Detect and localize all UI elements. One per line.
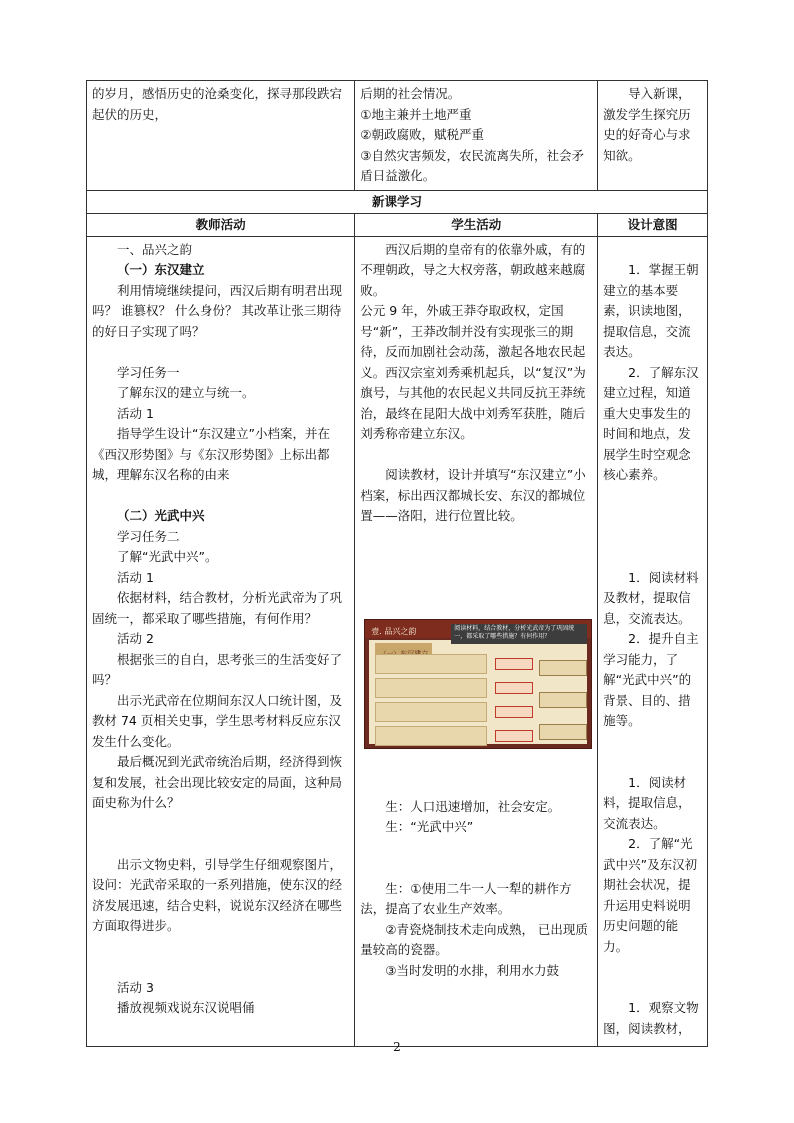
intro-design-text: 导入新课，激发学生探究历史的好奇心与求知欲。: [603, 86, 691, 163]
student-answer: 生：人口迅速增加，社会安定。: [385, 798, 561, 814]
teacher-para: 出示文物史料，引导学生仔细观察图片，设问：光武帝采取的一系列措施，使东汉的经济发展迅速，结合史料，说说东汉经济在哪些方面取得进步。: [92, 856, 343, 933]
design-note: 2．了解东汉建立过程，知道重大史事发生的时间和地点，发展学生时空观念核心素养。: [603, 364, 699, 482]
lesson-plan-page: [86, 80, 708, 1047]
design-note: 1．阅读材料及教材，提取信息，交流表达。: [603, 569, 699, 626]
task-label: 学习任务二: [117, 528, 180, 544]
slide-measure-box: [495, 682, 533, 694]
design-cell: [598, 236, 708, 1046]
header-student: 学生活动: [355, 213, 598, 236]
teacher-para: 出示光武帝在位期间东汉人口统计图，及教材 74 页相关史事，学生思考材料反应东汉发生什么变化。: [92, 692, 343, 749]
design-note: 1．掌握王朝建立的基本要素，识读地图，提取信息，交流表达。: [603, 262, 699, 359]
slide-question: 阅读材料，结合教材，分析光武帝为了巩固统一，都采取了哪些措施？有何作用？: [451, 624, 587, 644]
heading-1b: （二）光武中兴: [117, 508, 205, 523]
design-note: 1．阅读材料，提取信息，交流表达。: [603, 774, 691, 831]
intro-student-cell: [355, 81, 598, 191]
design-note: 2．了解“光武中兴”及东汉初期社会状况，提升运用史料说明历史问题的能力。: [603, 836, 698, 954]
slide-title: 壹. 品兴之韵: [371, 626, 417, 636]
task-desc: 了解东汉的建立与统一。: [117, 385, 255, 400]
lesson-plan-table: [86, 80, 708, 1047]
slide-measure-box: [495, 706, 533, 718]
activity-desc: 依据材料，结合教材，分析光武帝为了巩固统一，都采取了哪些措施，有何作用？: [92, 590, 343, 626]
section-title-row: [87, 190, 708, 213]
intro-student-line: ①地主兼并土地严重: [360, 106, 472, 122]
intro-teacher-text: 的岁月，感悟历史的沧桑变化，探寻那段跌宕起伏的历史，: [92, 86, 343, 122]
activity-desc: 播放视频戏说东汉说唱俑: [117, 1000, 255, 1015]
teacher-para: 最后概况到光武帝统治后期，经济得到恢复和发展，社会出现比较安定的局面，这种局面史称为什么？: [92, 754, 343, 810]
teacher-cell: [87, 236, 355, 1046]
intro-row: [87, 81, 708, 191]
student-answer: ③当时发明的水排，利用水力鼓: [385, 962, 559, 978]
intro-student-line: 后期的社会情况。: [360, 86, 461, 101]
design-note: 1．观察文物图，阅读教材，: [603, 1000, 699, 1036]
task-desc: 了解“光武中兴”。: [117, 549, 218, 564]
activity-label: 活动 2: [117, 631, 154, 646]
header-row: [87, 213, 708, 236]
section-title: 新课学习: [87, 190, 708, 213]
design-note: 2．提升自主学习能力，了解“光武中兴”的背景、目的、措施等。: [603, 631, 699, 728]
activity-desc: 指导学生设计“东汉建立”小档案，并在《西汉形势图》与《东汉形势图》上标出都城，理解东汉名称的由来: [92, 426, 330, 482]
header-teacher: 教师活动: [87, 213, 355, 236]
intro-student-line: ②朝政腐败，赋税严重: [360, 127, 484, 142]
body-row: [87, 236, 708, 1046]
slide-material-box: [375, 654, 487, 674]
intro-teacher-cell: [87, 81, 355, 191]
student-para: 公元 9 年，外戚王莽夺取政权，定国号“新”，王莽改制并没有实现张三的期待，反而加剧社会动荡，激起各地农民起义。西汉宗室刘秀乘机起兵，以“复汉”为旗号，与其他的农民起义共同反抗王莽统治，最终在昆阳大战中刘秀军获胜，随后刘秀称帝建立东汉。: [360, 303, 586, 441]
heading-1: 一、品兴之韵: [117, 241, 193, 257]
teacher-para: 利用情境继续提问，西汉后期有明君出现吗？ 谁篡权？ 什么身份？ 其改革让张三期待的好日子实现了吗？: [92, 282, 343, 339]
activity-label: 活动 1: [117, 569, 154, 585]
intro-student-line: ③自然灾害频发，农民流离失所，社会矛盾日益激化。: [360, 147, 584, 183]
student-cell: [355, 236, 598, 1046]
page-number: 2: [393, 1040, 401, 1054]
activity-label: 活动 3: [117, 979, 154, 995]
student-answer: 生：①使用二牛一人一犁的耕作方法，提高了农业生产效率。: [360, 880, 572, 916]
student-para: 西汉后期的皇帝有的依靠外戚，有的不理朝政，导之大权旁落，朝政越来越腐败。: [360, 241, 586, 298]
task-label: 学习任务一: [117, 364, 180, 380]
slide-material-box: [375, 702, 487, 722]
activity-label: 活动 1: [117, 405, 154, 421]
activity-desc: 根据张三的自白，思考张三的生活变好了吗？: [92, 651, 343, 687]
slide-measure-box: [495, 658, 533, 670]
slide-measure-box: [495, 730, 533, 742]
slide-effect-box: [539, 692, 587, 708]
slide-material-box: [375, 678, 487, 698]
slide-effect-box: [539, 660, 587, 676]
student-answer: ②青瓷烧制技术走向成熟， 已出现质量较高的瓷器。: [360, 921, 588, 957]
intro-design-cell: [598, 81, 708, 191]
slide-material-box: [375, 726, 487, 746]
student-answer: 生：“光武中兴”: [385, 819, 474, 834]
header-design: 设计意图: [598, 213, 708, 236]
lesson-slide-image: [364, 619, 592, 749]
slide-effect-box: [539, 724, 587, 740]
student-para: 阅读教材，设计并填写“东汉建立”小档案，标出西汉都城长安、东汉的都城位置——洛阳，进行位置比较。: [360, 467, 586, 523]
heading-1a: （一）东汉建立: [117, 262, 205, 277]
